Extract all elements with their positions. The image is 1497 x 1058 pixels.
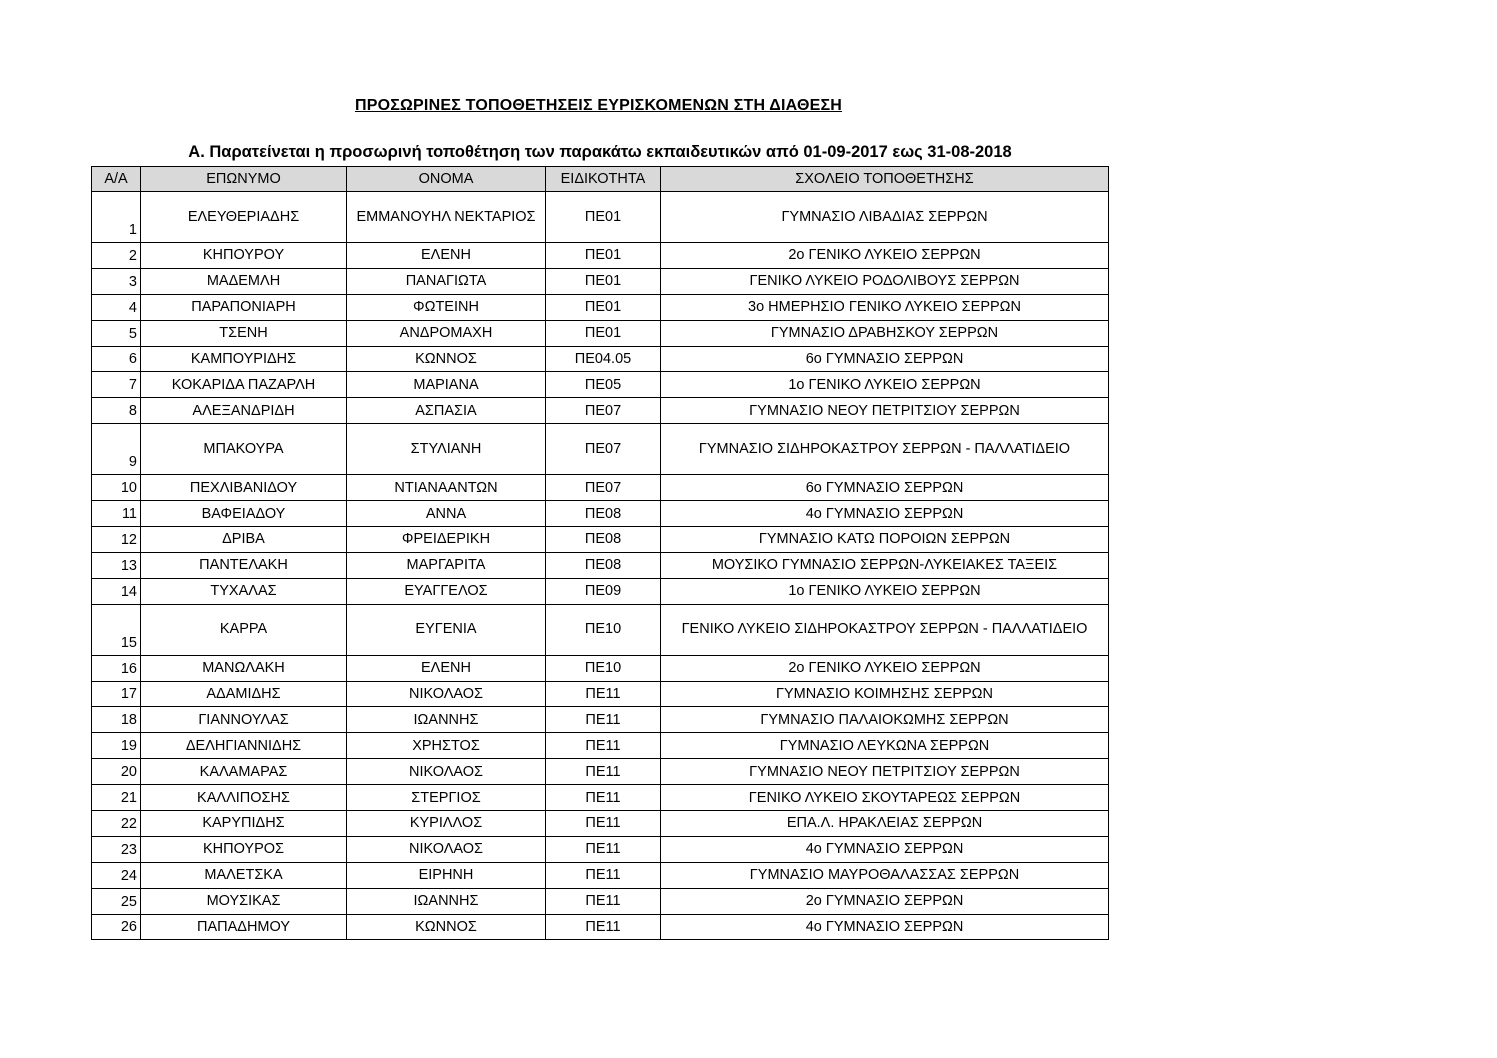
specialty-cell: ΠΕ11 (546, 862, 661, 888)
surname-cell: ΚΑΛΑΜΑΡΑΣ (141, 759, 347, 785)
specialty-cell: ΠΕ07 (546, 424, 661, 475)
row-number: 3 (92, 268, 141, 294)
table-row (92, 346, 1109, 372)
specialty-cell: ΠΕ07 (546, 398, 661, 424)
table-row (92, 759, 1109, 785)
name-cell: ΙΩΑΝΝΗΣ (347, 888, 546, 914)
table-row (92, 655, 1109, 681)
school-cell: 3ο ΗΜΕΡΗΣΙΟ ΓΕΝΙΚΟ ΛΥΚΕΙΟ ΣΕΡΡΩΝ (661, 294, 1109, 320)
table-row (92, 681, 1109, 707)
table-row (92, 707, 1109, 733)
table-row (92, 243, 1109, 269)
specialty-cell: ΠΕ11 (546, 707, 661, 733)
surname-cell: ΜΑΝΩΛΑΚΗ (141, 655, 347, 681)
row-number: 11 (92, 501, 141, 527)
table-row (92, 914, 1109, 940)
surname-cell: ΕΛΕΥΘΕΡΙΑΔΗΣ (141, 192, 347, 243)
school-cell: 4ο ΓΥΜΝΑΣΙΟ ΣΕΡΡΩΝ (661, 836, 1109, 862)
surname-cell: ΚΑΛΛΙΠΟΣΗΣ (141, 785, 347, 811)
name-cell: ΕΛΕΝΗ (347, 655, 546, 681)
specialty-cell: ΠΕ08 (546, 501, 661, 527)
document-subtitle: Α. Παρατείνεται η προσωρινή τοποθέτηση των παρακάτω εκπαιδευτικών από 01-09-2017 εως 31-08-2018 (188, 143, 1012, 161)
surname-cell: ΔΡΙΒΑ (141, 527, 347, 553)
name-cell: ΑΝΔΡΟΜΑΧΗ (347, 320, 546, 346)
table-row (92, 320, 1109, 346)
table-row (92, 527, 1109, 553)
school-cell: ΓΥΜΝΑΣΙΟ ΜΑΥΡΟΘΑΛΑΣΣΑΣ ΣΕΡΡΩΝ (661, 862, 1109, 888)
row-number: 26 (92, 914, 141, 940)
name-cell: ΑΝΝΑ (347, 501, 546, 527)
school-cell: ΓΥΜΝΑΣΙΟ ΔΡΑΒΗΣΚΟΥ ΣΕΡΡΩΝ (661, 320, 1109, 346)
name-cell: ΚΩΝΝΟΣ (347, 346, 546, 372)
surname-cell: ΠΑΠΑΔΗΜΟΥ (141, 914, 347, 940)
table-row (92, 398, 1109, 424)
surname-cell: ΚΑΡΥΠΙΔΗΣ (141, 811, 347, 837)
row-number: 24 (92, 862, 141, 888)
specialty-cell: ΠΕ09 (546, 578, 661, 604)
table-row (92, 475, 1109, 501)
school-cell: ΓΕΝΙΚΟ ΛΥΚΕΙΟ ΣΚΟΥΤΑΡΕΩΣ ΣΕΡΡΩΝ (661, 785, 1109, 811)
row-number: 13 (92, 552, 141, 578)
specialty-cell: ΠΕ01 (546, 268, 661, 294)
name-cell: ΠΑΝΑΓΙΩΤΑ (347, 268, 546, 294)
specialty-cell: ΠΕ04.05 (546, 346, 661, 372)
school-cell: 1ο ΓΕΝΙΚΟ ΛΥΚΕΙΟ ΣΕΡΡΩΝ (661, 578, 1109, 604)
name-cell: ΣΤΕΡΓΙΟΣ (347, 785, 546, 811)
school-cell: ΓΥΜΝΑΣΙΟ ΛΕΥΚΩΝΑ ΣΕΡΡΩΝ (661, 733, 1109, 759)
name-cell: ΦΩΤΕΙΝΗ (347, 294, 546, 320)
specialty-cell: ΠΕ08 (546, 527, 661, 553)
table-header-row (92, 167, 1109, 192)
name-cell: ΚΥΡΙΛΛΟΣ (347, 811, 546, 837)
table-row (92, 604, 1109, 655)
name-cell: ΙΩΑΝΝΗΣ (347, 707, 546, 733)
name-cell: ΑΣΠΑΣΙΑ (347, 398, 546, 424)
name-cell: ΜΑΡΓΑΡΙΤΑ (347, 552, 546, 578)
table-row (92, 785, 1109, 811)
document-title: ΠΡΟΣΩΡΙΝΕΣ ΤΟΠΟΘΕΤΗΣΕΙΣ ΕΥΡΙΣΚΟΜΕΝΩΝ ΣΤΗ ΔΙΑΘΕΣΗ (354, 97, 843, 114)
table-row (92, 888, 1109, 914)
school-cell: ΓΥΜΝΑΣΙΟ ΠΑΛΑΙΟΚΩΜΗΣ ΣΕΡΡΩΝ (661, 707, 1109, 733)
surname-cell: ΚΗΠΟΥΡΟΣ (141, 836, 347, 862)
school-cell: ΓΕΝΙΚΟ ΛΥΚΕΙΟ ΣΙΔΗΡΟΚΑΣΤΡΟΥ ΣΕΡΡΩΝ - ΠΑΛΛΑΤΙΔΕΙΟ (661, 604, 1109, 655)
table-row (92, 372, 1109, 398)
school-cell: ΓΥΜΝΑΣΙΟ ΚΑΤΩ ΠΟΡΟΙΩΝ ΣΕΡΡΩΝ (661, 527, 1109, 553)
name-cell: ΕΛΕΝΗ (347, 243, 546, 269)
name-cell: ΕΙΡΗΝΗ (347, 862, 546, 888)
table-row (92, 578, 1109, 604)
row-number: 5 (92, 320, 141, 346)
school-cell: 4ο ΓΥΜΝΑΣΙΟ ΣΕΡΡΩΝ (661, 501, 1109, 527)
specialty-cell: ΠΕ01 (546, 243, 661, 269)
table-row (92, 424, 1109, 475)
row-number: 9 (92, 424, 141, 475)
row-number: 15 (92, 604, 141, 655)
specialty-cell: ΠΕ07 (546, 475, 661, 501)
school-cell: ΓΥΜΝΑΣΙΟ ΚΟΙΜΗΣΗΣ ΣΕΡΡΩΝ (661, 681, 1109, 707)
name-cell: ΝΙΚΟΛΑΟΣ (347, 681, 546, 707)
school-cell: 6ο ΓΥΜΝΑΣΙΟ ΣΕΡΡΩΝ (661, 475, 1109, 501)
surname-cell: ΠΑΡΑΠΟΝΙΑΡΗ (141, 294, 347, 320)
specialty-cell: ΠΕ11 (546, 785, 661, 811)
specialty-cell: ΠΕ11 (546, 811, 661, 837)
row-number: 22 (92, 811, 141, 837)
surname-cell: ΜΟΥΣΙΚΑΣ (141, 888, 347, 914)
name-cell: ΣΤΥΛΙΑΝΗ (347, 424, 546, 475)
specialty-cell: ΠΕ11 (546, 733, 661, 759)
school-cell: 1ο ΓΕΝΙΚΟ ΛΥΚΕΙΟ ΣΕΡΡΩΝ (661, 372, 1109, 398)
row-number: 7 (92, 372, 141, 398)
row-number: 23 (92, 836, 141, 862)
row-number: 19 (92, 733, 141, 759)
column-header-school: ΣΧΟΛΕΙΟ ΤΟΠΟΘΕΤΗΣΗΣ (661, 167, 1109, 192)
surname-cell: ΤΣΕΝΗ (141, 320, 347, 346)
table-row (92, 811, 1109, 837)
name-cell: ΝΙΚΟΛΑΟΣ (347, 836, 546, 862)
school-cell: ΓΕΝΙΚΟ ΛΥΚΕΙΟ ΡΟΔΟΛΙΒΟΥΣ ΣΕΡΡΩΝ (661, 268, 1109, 294)
column-header-specialty: ΕΙΔΙΚΟΤΗΤΑ (546, 167, 661, 192)
row-number: 4 (92, 294, 141, 320)
row-number: 25 (92, 888, 141, 914)
specialty-cell: ΠΕ11 (546, 681, 661, 707)
specialty-cell: ΠΕ11 (546, 888, 661, 914)
table-row (92, 836, 1109, 862)
surname-cell: ΠΑΝΤΕΛΑΚΗ (141, 552, 347, 578)
column-header-aa: Α/Α (92, 167, 141, 192)
name-cell: ΕΜΜΑΝΟΥΗΛ ΝΕΚΤΑΡΙΟΣ (347, 192, 546, 243)
name-cell: ΧΡΗΣΤΟΣ (347, 733, 546, 759)
surname-cell: ΚΑΡΡΑ (141, 604, 347, 655)
surname-cell: ΜΑΔΕΜΛΗ (141, 268, 347, 294)
surname-cell: ΒΑΦΕΙΑΔΟΥ (141, 501, 347, 527)
name-cell: ΦΡΕΙΔΕΡΙΚΗ (347, 527, 546, 553)
surname-cell: ΔΕΛΗΓΙΑΝΝΙΔΗΣ (141, 733, 347, 759)
table-row (92, 501, 1109, 527)
surname-cell: ΜΑΛΕΤΣΚΑ (141, 862, 347, 888)
row-number: 21 (92, 785, 141, 811)
name-cell: ΕΥΑΓΓΕΛΟΣ (347, 578, 546, 604)
specialty-cell: ΠΕ08 (546, 552, 661, 578)
column-header-surname: ΕΠΩΝΥΜΟ (141, 167, 347, 192)
specialty-cell: ΠΕ10 (546, 655, 661, 681)
school-cell: 2ο ΓΕΝΙΚΟ ΛΥΚΕΙΟ ΣΕΡΡΩΝ (661, 243, 1109, 269)
specialty-cell: ΠΕ11 (546, 836, 661, 862)
table-row (92, 192, 1109, 243)
row-number: 17 (92, 681, 141, 707)
name-cell: ΕΥΓΕΝΙΑ (347, 604, 546, 655)
school-cell: 2ο ΓΥΜΝΑΣΙΟ ΣΕΡΡΩΝ (661, 888, 1109, 914)
specialty-cell: ΠΕ11 (546, 914, 661, 940)
specialty-cell: ΠΕ10 (546, 604, 661, 655)
specialty-cell: ΠΕ05 (546, 372, 661, 398)
school-cell: ΓΥΜΝΑΣΙΟ ΣΙΔΗΡΟΚΑΣΤΡΟΥ ΣΕΡΡΩΝ - ΠΑΛΛΑΤΙΔΕΙΟ (661, 424, 1109, 475)
table-row (92, 733, 1109, 759)
placements-table (91, 166, 1109, 940)
school-cell: ΕΠΑ.Λ. ΗΡΑΚΛΕΙΑΣ ΣΕΡΡΩΝ (661, 811, 1109, 837)
specialty-cell: ΠΕ01 (546, 294, 661, 320)
table-row (92, 294, 1109, 320)
surname-cell: ΚΗΠΟΥΡΟΥ (141, 243, 347, 269)
school-cell: 2ο ΓΕΝΙΚΟ ΛΥΚΕΙΟ ΣΕΡΡΩΝ (661, 655, 1109, 681)
row-number: 12 (92, 527, 141, 553)
row-number: 8 (92, 398, 141, 424)
row-number: 16 (92, 655, 141, 681)
name-cell: ΜΑΡΙΑΝΑ (347, 372, 546, 398)
surname-cell: ΑΛΕΞΑΝΔΡΙΔΗ (141, 398, 347, 424)
table-row (92, 268, 1109, 294)
row-number: 18 (92, 707, 141, 733)
name-cell: ΝΙΚΟΛΑΟΣ (347, 759, 546, 785)
table-body (92, 192, 1109, 940)
name-cell: ΚΩΝΝΟΣ (347, 914, 546, 940)
specialty-cell: ΠΕ11 (546, 759, 661, 785)
row-number: 2 (92, 243, 141, 269)
school-cell: ΓΥΜΝΑΣΙΟ ΝΕΟΥ ΠΕΤΡΙΤΣΙΟΥ ΣΕΡΡΩΝ (661, 759, 1109, 785)
school-cell: ΜΟΥΣΙΚΟ ΓΥΜΝΑΣΙΟ ΣΕΡΡΩΝ-ΛΥΚΕΙΑΚΕΣ ΤΑΞΕΙΣ (661, 552, 1109, 578)
school-cell: 6ο ΓΥΜΝΑΣΙΟ ΣΕΡΡΩΝ (661, 346, 1109, 372)
surname-cell: ΜΠΑΚΟΥΡΑ (141, 424, 347, 475)
name-cell: ΝΤΙΑΝΑΑΝΤΩΝ (347, 475, 546, 501)
surname-cell: ΤΥΧΑΛΑΣ (141, 578, 347, 604)
surname-cell: ΠΕΧΛΙΒΑΝΙΔΟΥ (141, 475, 347, 501)
row-number: 20 (92, 759, 141, 785)
surname-cell: ΚΑΜΠΟΥΡΙΔΗΣ (141, 346, 347, 372)
surname-cell: ΑΔΑΜΙΔΗΣ (141, 681, 347, 707)
specialty-cell: ΠΕ01 (546, 320, 661, 346)
table-row (92, 862, 1109, 888)
column-header-name: ΟΝΟΜΑ (347, 167, 546, 192)
row-number: 14 (92, 578, 141, 604)
row-number: 6 (92, 346, 141, 372)
row-number: 1 (92, 192, 141, 243)
school-cell: ΓΥΜΝΑΣΙΟ ΛΙΒΑΔΙΑΣ ΣΕΡΡΩΝ (661, 192, 1109, 243)
surname-cell: ΚΟΚΑΡΙΔΑ ΠΑΖΑΡΛΗ (141, 372, 347, 398)
surname-cell: ΓΙΑΝΝΟΥΛΑΣ (141, 707, 347, 733)
table-row (92, 552, 1109, 578)
specialty-cell: ΠΕ01 (546, 192, 661, 243)
row-number: 10 (92, 475, 141, 501)
school-cell: 4ο ΓΥΜΝΑΣΙΟ ΣΕΡΡΩΝ (661, 914, 1109, 940)
school-cell: ΓΥΜΝΑΣΙΟ ΝΕΟΥ ΠΕΤΡΙΤΣΙΟΥ ΣΕΡΡΩΝ (661, 398, 1109, 424)
